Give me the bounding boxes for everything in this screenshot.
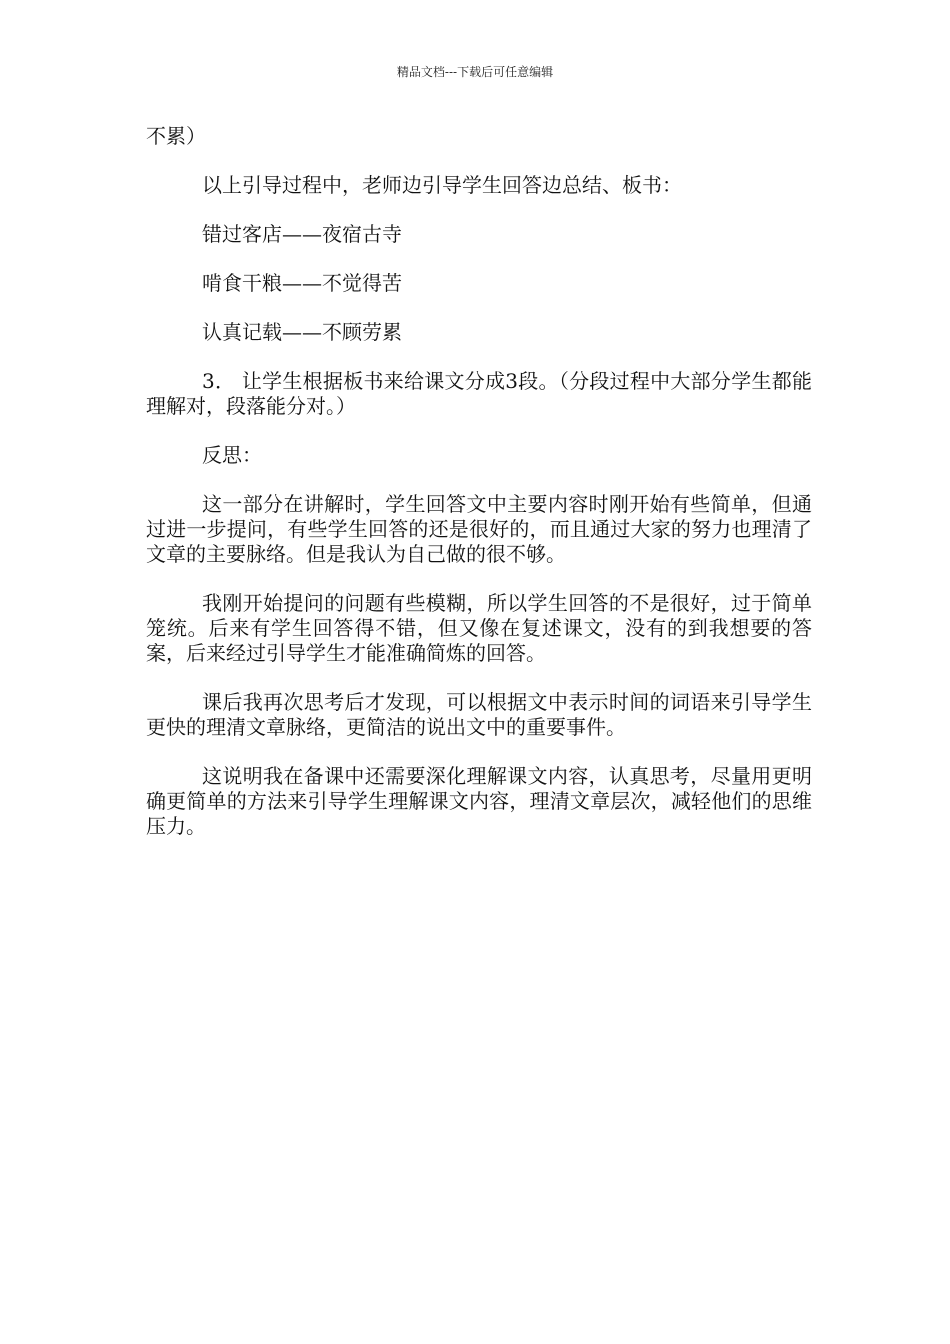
paragraph-reflection-2: 我刚开始提问的问题有些模糊，所以学生回答的不是很好，过于简单笼统。后来有学生回答得不错，但又像在复述课文，没有的到我想要的答案，后来经过引导学生才能准确简炼的回答。: [146, 591, 812, 665]
blackboard-line-1: 错过客店——夜宿古寺: [202, 222, 402, 246]
document-body: [146, 124, 812, 863]
paragraph-reflection-3: 课后我再次思考后才发现，可以根据文中表示时间的词语来引导学生更快的理清文章脉络，更简洁的说出文中的重要事件。: [146, 690, 812, 739]
paragraph-blackboard-intro: 以上引导过程中，老师边引导学生回答边总结、板书：: [202, 173, 682, 197]
blackboard-line-3: 认真记载——不顾劳累: [202, 320, 402, 344]
paragraph-reflection-4: 这说明我在备课中还需要深化理解课文内容，认真思考，尽量用更明确更简单的方法来引导学生理解课文内容，理清文章层次，减轻他们的思维压力。: [146, 764, 812, 838]
paragraph-reflection-heading: 反思：: [202, 443, 262, 467]
paragraph-continuation: 不累）: [146, 124, 206, 148]
paragraph-step-3: 3． 让学生根据板书来给课文分成3段。（分段过程中大部分学生都能理解对，段落能分对。）: [146, 369, 812, 418]
blackboard-line-2: 啃食干粮——不觉得苦: [202, 271, 402, 295]
page-header: 精品文档---下载后可任意编辑: [396, 65, 554, 79]
paragraph-reflection-1: 这一部分在讲解时，学生回答文中主要内容时刚开始有些简单，但通过进一步提问，有些学生回答的还是很好的，而且通过大家的努力也理清了文章的主要脉络。但是我认为自己做的很不够。: [146, 492, 812, 566]
